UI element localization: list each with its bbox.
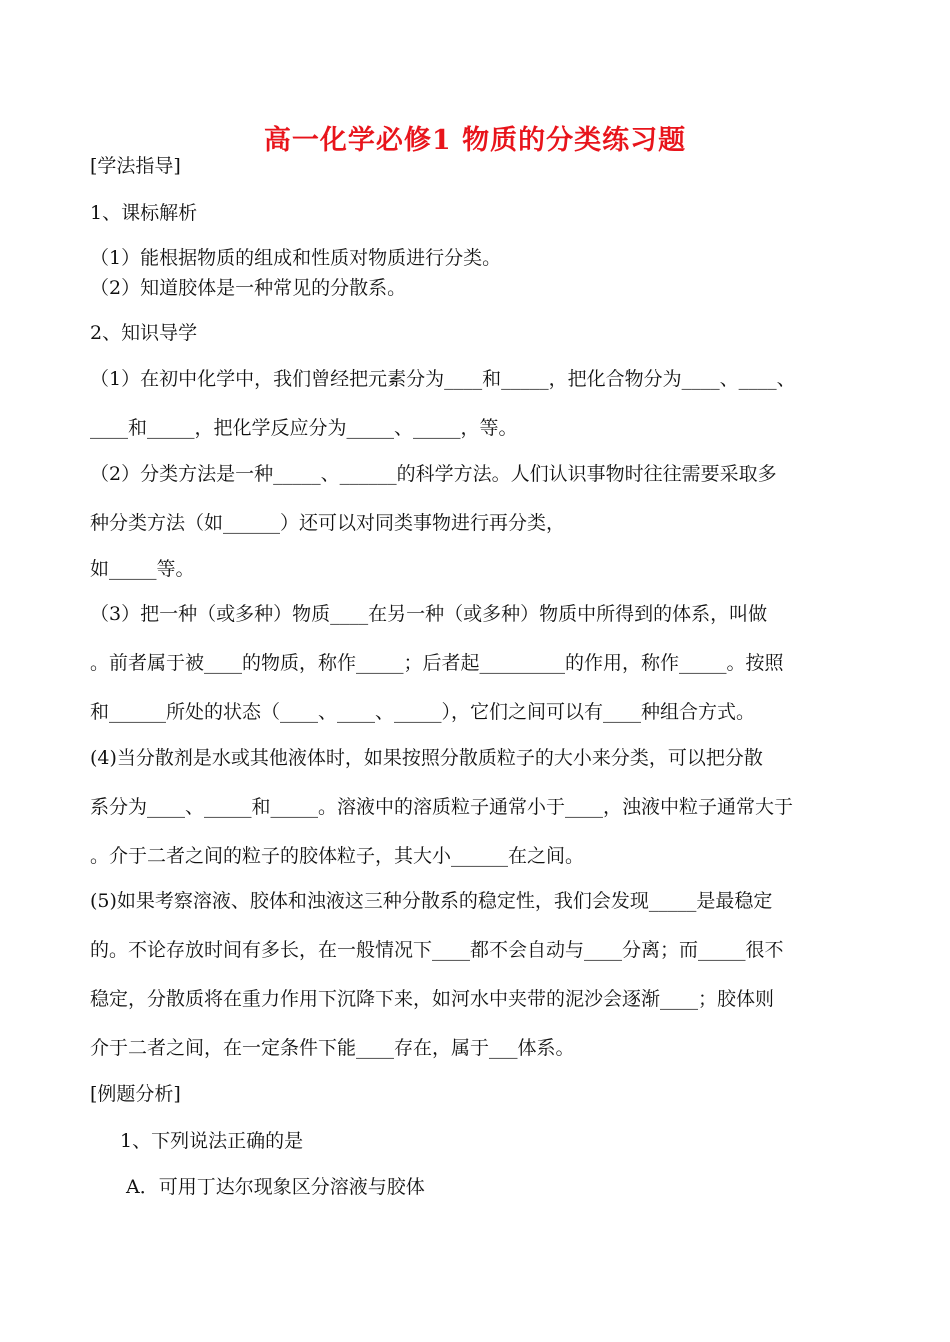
- text-line: 的。不论存放时间有多长，在一般情况下____都不会自动与____分离；而_____很不: [90, 939, 784, 961]
- section-heading-study-guide: [学法指导]: [90, 155, 181, 177]
- text-line: (4)当分散剂是水或其他液体时，如果按照分散质粒子的大小来分类，可以把分散: [90, 747, 763, 769]
- text-line: 如_____等。: [90, 558, 195, 580]
- text-line: （2）分类方法是一种_____、______的科学方法。人们认识事物时往往需要采取多: [90, 463, 777, 485]
- text-line: ____和_____，把化学反应分为_____、_____，等。: [90, 417, 518, 439]
- text-line: 稳定，分散质将在重力作用下沉降下来，如河水中夹带的泥沙会逐渐____；胶体则: [90, 988, 775, 1010]
- text-line: 系分为____、_____和_____。溶液中的溶质粒子通常小于____，浊液中粒子通常大于: [90, 796, 794, 818]
- text-line: （3）把一种（或多种）物质____在另一种（或多种）物质中所得到的体系，叫做: [90, 603, 768, 625]
- subsection-heading: 2、知识导学: [90, 322, 198, 344]
- text-line: （2）知道胶体是一种常见的分散系。: [90, 277, 407, 299]
- answer-option-a: A．可用丁达尔现象区分溶液与胶体: [126, 1176, 425, 1198]
- section-heading-example: [例题分析]: [90, 1083, 181, 1105]
- text-line: 种分类方法（如______）还可以对同类事物进行再分类，: [90, 512, 566, 534]
- text-line: 和______所处的状态（____、____、_____），它们之间可以有____种组合方式。: [90, 701, 756, 723]
- text-line: （1）能根据物质的组成和性质对物质进行分类。: [90, 247, 502, 269]
- subsection-heading: 1、课标解析: [90, 202, 198, 224]
- text-line: 。介于二者之间的粒子的胶体粒子，其大小______在之间。: [90, 845, 585, 867]
- text-line: 。前者属于被____的物质，称作_____；后者起_________的作用，称作_____。按照: [90, 652, 784, 674]
- page-title: 高一化学必修1 物质的分类练习题: [263, 125, 687, 156]
- text-line: 介于二者之间，在一定条件下能____存在，属于___体系。: [90, 1037, 575, 1059]
- question-stem: 1、下列说法正确的是: [120, 1130, 304, 1152]
- text-line: (5)如果考察溶液、胶体和浊液这三种分散系的稳定性，我们会发现_____是最稳定: [90, 890, 773, 912]
- text-line: （1）在初中化学中，我们曾经把元素分为____和_____，把化合物分为____、____、: [90, 368, 796, 390]
